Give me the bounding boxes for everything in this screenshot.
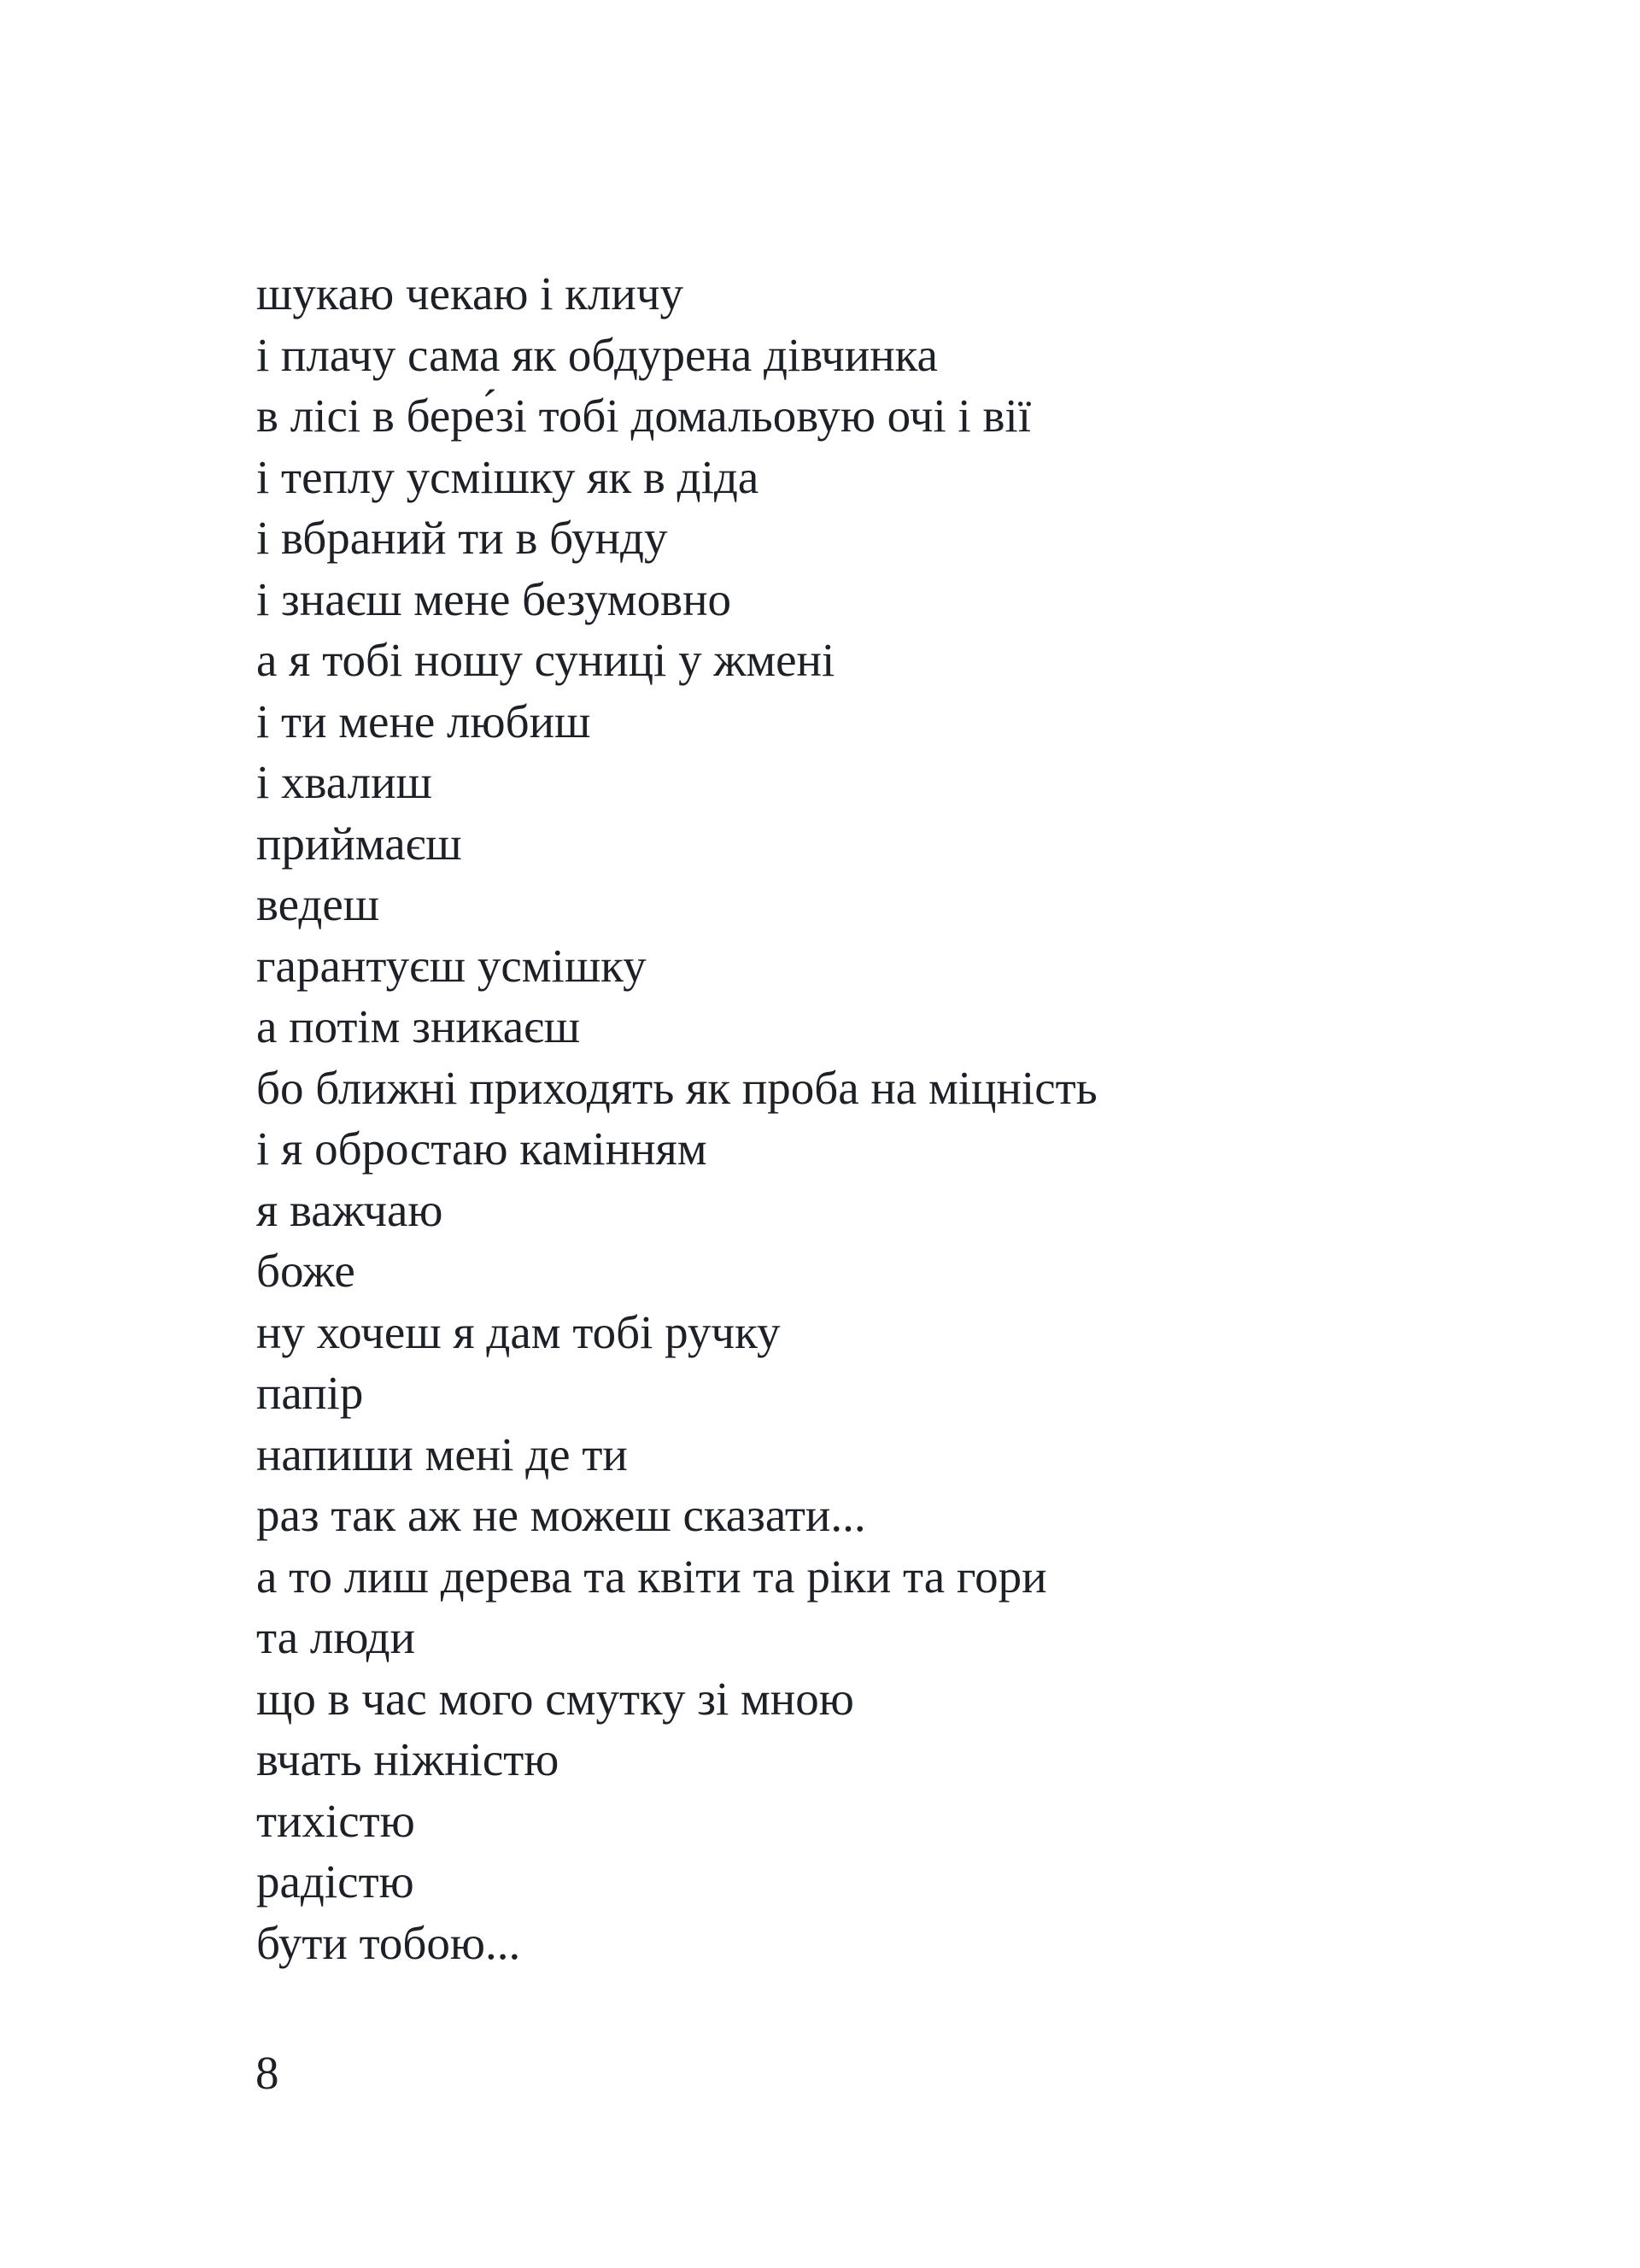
poem-line: і теплу усмішку як в діда bbox=[256, 450, 759, 503]
poem-line: гарантуєш усмішку bbox=[256, 939, 647, 992]
poem-line: бути тобою... bbox=[256, 1916, 521, 1969]
poem-line: тихістю bbox=[256, 1794, 415, 1847]
poem-line: напиши мені де ти bbox=[256, 1427, 628, 1480]
poem-line: що в час мого смутку зі мною bbox=[256, 1672, 854, 1725]
poem-line: а я тобі ношу суниці у жмені bbox=[256, 634, 835, 686]
poem-line: вчать ніжністю bbox=[256, 1733, 559, 1785]
poem-line: і вбраний ти в бунду bbox=[256, 512, 668, 564]
poem-line: і я обростаю камінням bbox=[256, 1122, 707, 1175]
poem-line: і ти мене любиш bbox=[256, 694, 591, 747]
poem-line: шукаю чекаю і кличу bbox=[256, 267, 683, 319]
poem-line: папір bbox=[256, 1367, 364, 1419]
poem-line: боже bbox=[256, 1245, 355, 1297]
poem-line: та люди bbox=[256, 1611, 416, 1663]
poem-line: я важчаю bbox=[256, 1183, 443, 1236]
poem-line: а то лиш дерева та квіти та ріки та гори bbox=[256, 1550, 1047, 1603]
poem-text bbox=[256, 263, 1098, 1973]
poem-line: ведеш bbox=[256, 878, 380, 930]
poem-line: в лісі в бере́зі тобі домальовую очі і вії bbox=[256, 390, 1031, 442]
poem-line: бо ближні приходять як проба на міцність bbox=[256, 1061, 1098, 1114]
poem-line: радістю bbox=[256, 1855, 414, 1908]
poem-line: і знаєш мене безумовно bbox=[256, 572, 732, 625]
poem-line: раз так аж не можеш сказати... bbox=[256, 1489, 866, 1541]
poem-line: і хвалиш bbox=[256, 756, 432, 808]
poem-line: ну хочеш я дам тобі ручку bbox=[256, 1305, 781, 1358]
page-number: 8 bbox=[255, 2047, 279, 2099]
poem-line: приймаєш bbox=[256, 817, 462, 870]
poem-line: а потім зникаєш bbox=[256, 1000, 581, 1052]
poem-line: і плачу сама як обдурена дівчинка bbox=[256, 328, 938, 381]
